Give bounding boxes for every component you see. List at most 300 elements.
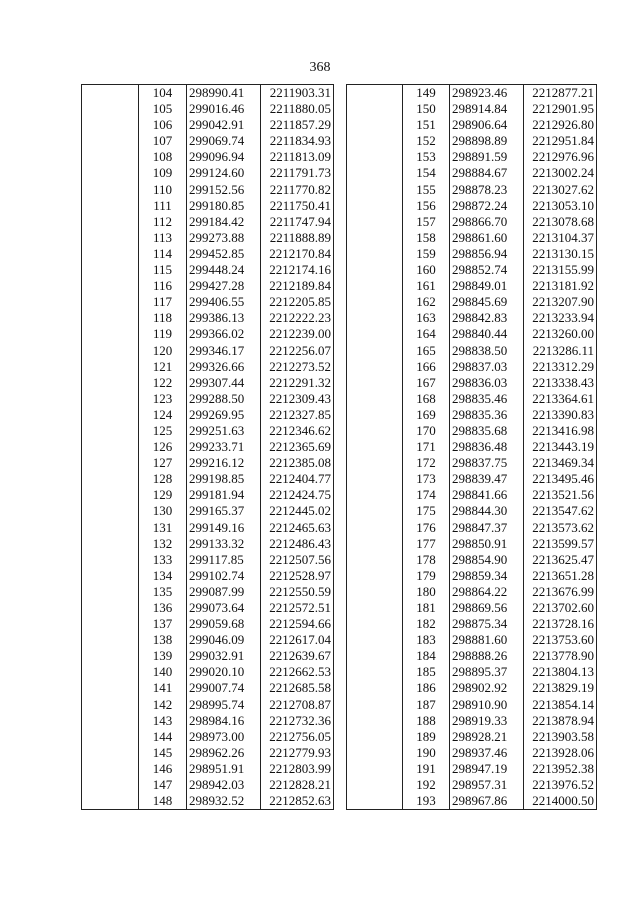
x-coordinate-right: 298854.90: [450, 552, 524, 568]
y-coordinate-right: 2213928.06: [524, 745, 597, 761]
x-coordinate-left: 299042.91: [187, 117, 261, 133]
column-gap: [334, 310, 347, 326]
point-number-right: 180: [403, 584, 450, 600]
y-coordinate-right: 2213390.83: [524, 407, 597, 423]
point-number-right: 184: [403, 648, 450, 664]
blank-cell-right: [347, 568, 403, 584]
y-coordinate-right: 2213778.90: [524, 648, 597, 664]
x-coordinate-left: 299427.28: [187, 278, 261, 294]
y-coordinate-right: 2213364.61: [524, 391, 597, 407]
point-number-left: 140: [139, 664, 187, 680]
point-number-right: 188: [403, 713, 450, 729]
x-coordinate-left: 299007.74: [187, 680, 261, 696]
point-number-right: 178: [403, 552, 450, 568]
point-number-left: 120: [139, 343, 187, 359]
point-number-right: 161: [403, 278, 450, 294]
table-row: [82, 793, 597, 810]
x-coordinate-right: 298881.60: [450, 632, 524, 648]
point-number-right: 156: [403, 198, 450, 214]
blank-cell-right: [347, 648, 403, 664]
column-gap: [334, 182, 347, 198]
column-gap: [334, 262, 347, 278]
blank-cell-right: [347, 310, 403, 326]
table-row: [82, 214, 597, 230]
y-coordinate-right: 2214000.50: [524, 793, 597, 810]
blank-cell-right: [347, 584, 403, 600]
point-number-right: 191: [403, 761, 450, 777]
column-gap: [334, 133, 347, 149]
blank-cell-right: [347, 391, 403, 407]
y-coordinate-left: 2212327.85: [261, 407, 334, 423]
blank-cell-right: [347, 246, 403, 262]
y-coordinate-right: 2213286.11: [524, 343, 597, 359]
column-gap: [334, 230, 347, 246]
point-number-right: 193: [403, 793, 450, 810]
x-coordinate-left: 299452.85: [187, 246, 261, 262]
x-coordinate-right: 298837.03: [450, 359, 524, 375]
blank-cell-left: [82, 246, 139, 262]
column-gap: [334, 407, 347, 423]
point-number-right: 173: [403, 471, 450, 487]
y-coordinate-left: 2212445.02: [261, 503, 334, 519]
point-number-right: 154: [403, 165, 450, 181]
blank-cell-left: [82, 278, 139, 294]
blank-cell-right: [347, 439, 403, 455]
y-coordinate-left: 2212222.23: [261, 310, 334, 326]
blank-cell-left: [82, 117, 139, 133]
table-row: [82, 584, 597, 600]
point-number-right: 158: [403, 230, 450, 246]
blank-cell-left: [82, 568, 139, 584]
table-row: [82, 761, 597, 777]
x-coordinate-left: 299046.09: [187, 632, 261, 648]
point-number-right: 174: [403, 487, 450, 503]
table-row: [82, 697, 597, 713]
point-number-left: 127: [139, 455, 187, 471]
column-gap: [334, 149, 347, 165]
y-coordinate-left: 2211903.31: [261, 85, 334, 102]
blank-cell-right: [347, 326, 403, 342]
y-coordinate-left: 2212550.59: [261, 584, 334, 600]
blank-cell-right: [347, 761, 403, 777]
blank-cell-right: [347, 230, 403, 246]
x-coordinate-right: 298841.66: [450, 487, 524, 503]
x-coordinate-right: 298836.03: [450, 375, 524, 391]
table-row: [82, 664, 597, 680]
point-number-left: 108: [139, 149, 187, 165]
point-number-right: 179: [403, 568, 450, 584]
y-coordinate-left: 2212385.08: [261, 455, 334, 471]
x-coordinate-right: 298842.83: [450, 310, 524, 326]
x-coordinate-left: 299386.13: [187, 310, 261, 326]
point-number-left: 143: [139, 713, 187, 729]
table-row: [82, 616, 597, 632]
point-number-right: 163: [403, 310, 450, 326]
blank-cell-left: [82, 230, 139, 246]
x-coordinate-right: 298837.75: [450, 455, 524, 471]
point-number-right: 190: [403, 745, 450, 761]
column-gap: [334, 648, 347, 664]
column-gap: [334, 391, 347, 407]
y-coordinate-left: 2211857.29: [261, 117, 334, 133]
blank-cell-right: [347, 165, 403, 181]
blank-cell-left: [82, 600, 139, 616]
point-number-right: 171: [403, 439, 450, 455]
point-number-left: 110: [139, 182, 187, 198]
x-coordinate-right: 298864.22: [450, 584, 524, 600]
column-gap: [334, 745, 347, 761]
x-coordinate-right: 298861.60: [450, 230, 524, 246]
point-number-left: 133: [139, 552, 187, 568]
y-coordinate-right: 2213443.19: [524, 439, 597, 455]
table-row: [82, 439, 597, 455]
y-coordinate-right: 2213078.68: [524, 214, 597, 230]
x-coordinate-left: 298951.91: [187, 761, 261, 777]
table-row: [82, 133, 597, 149]
blank-cell-left: [82, 262, 139, 278]
table-row: [82, 85, 597, 102]
blank-cell-right: [347, 600, 403, 616]
y-coordinate-right: 2213625.47: [524, 552, 597, 568]
y-coordinate-left: 2211813.09: [261, 149, 334, 165]
blank-cell-right: [347, 149, 403, 165]
y-coordinate-left: 2211834.93: [261, 133, 334, 149]
y-coordinate-left: 2211791.73: [261, 165, 334, 181]
x-coordinate-right: 298849.01: [450, 278, 524, 294]
y-coordinate-left: 2212170.84: [261, 246, 334, 262]
y-coordinate-left: 2212803.99: [261, 761, 334, 777]
y-coordinate-left: 2212424.75: [261, 487, 334, 503]
x-coordinate-right: 298957.31: [450, 777, 524, 793]
column-gap: [334, 584, 347, 600]
page-number: 368: [309, 60, 331, 75]
x-coordinate-left: 299124.60: [187, 165, 261, 181]
point-number-left: 111: [139, 198, 187, 214]
blank-cell-right: [347, 777, 403, 793]
y-coordinate-right: 2212976.96: [524, 149, 597, 165]
x-coordinate-right: 298839.47: [450, 471, 524, 487]
y-coordinate-left: 2212205.85: [261, 294, 334, 310]
column-gap: [334, 761, 347, 777]
point-number-left: 124: [139, 407, 187, 423]
x-coordinate-right: 298838.50: [450, 343, 524, 359]
column-gap: [334, 680, 347, 696]
blank-cell-right: [347, 520, 403, 536]
x-coordinate-right: 298869.56: [450, 600, 524, 616]
blank-cell-left: [82, 503, 139, 519]
x-coordinate-left: 299020.10: [187, 664, 261, 680]
table-row: [82, 198, 597, 214]
blank-cell-right: [347, 487, 403, 503]
y-coordinate-right: 2213676.99: [524, 584, 597, 600]
column-gap: [334, 664, 347, 680]
point-number-right: 160: [403, 262, 450, 278]
point-number-right: 176: [403, 520, 450, 536]
point-number-left: 148: [139, 793, 187, 810]
blank-cell-left: [82, 101, 139, 117]
x-coordinate-right: 298906.64: [450, 117, 524, 133]
blank-cell-right: [347, 262, 403, 278]
y-coordinate-right: 2213155.99: [524, 262, 597, 278]
x-coordinate-left: 299016.46: [187, 101, 261, 117]
blank-cell-right: [347, 552, 403, 568]
x-coordinate-left: 299073.64: [187, 600, 261, 616]
blank-cell-left: [82, 745, 139, 761]
x-coordinate-left: 299102.74: [187, 568, 261, 584]
blank-cell-left: [82, 584, 139, 600]
point-number-left: 146: [139, 761, 187, 777]
x-coordinate-left: 299346.17: [187, 343, 261, 359]
point-number-right: 162: [403, 294, 450, 310]
y-coordinate-left: 2212662.53: [261, 664, 334, 680]
table-row: [82, 680, 597, 696]
column-gap: [334, 278, 347, 294]
coordinate-table: [81, 84, 597, 810]
y-coordinate-right: 2213207.90: [524, 294, 597, 310]
x-coordinate-left: 299059.68: [187, 616, 261, 632]
blank-cell-right: [347, 133, 403, 149]
blank-cell-right: [347, 359, 403, 375]
y-coordinate-right: 2213027.62: [524, 182, 597, 198]
blank-cell-left: [82, 165, 139, 181]
table-row: [82, 713, 597, 729]
x-coordinate-right: 298947.19: [450, 761, 524, 777]
x-coordinate-left: 299133.32: [187, 536, 261, 552]
x-coordinate-left: 299117.85: [187, 552, 261, 568]
point-number-right: 149: [403, 85, 450, 102]
y-coordinate-right: 2213599.57: [524, 536, 597, 552]
column-gap: [334, 697, 347, 713]
point-number-right: 187: [403, 697, 450, 713]
blank-cell-left: [82, 793, 139, 810]
y-coordinate-left: 2212404.77: [261, 471, 334, 487]
y-coordinate-left: 2212708.87: [261, 697, 334, 713]
y-coordinate-left: 2212174.16: [261, 262, 334, 278]
y-coordinate-right: 2213573.62: [524, 520, 597, 536]
x-coordinate-right: 298845.69: [450, 294, 524, 310]
point-number-left: 118: [139, 310, 187, 326]
table-row: [82, 165, 597, 181]
point-number-left: 137: [139, 616, 187, 632]
y-coordinate-right: 2213312.29: [524, 359, 597, 375]
blank-cell-right: [347, 616, 403, 632]
x-coordinate-right: 298898.89: [450, 133, 524, 149]
point-number-left: 116: [139, 278, 187, 294]
table-row: [82, 471, 597, 487]
y-coordinate-left: 2212685.58: [261, 680, 334, 696]
blank-cell-left: [82, 133, 139, 149]
column-gap: [334, 117, 347, 133]
point-number-right: 182: [403, 616, 450, 632]
x-coordinate-right: 298850.91: [450, 536, 524, 552]
blank-cell-left: [82, 680, 139, 696]
y-coordinate-right: 2213547.62: [524, 503, 597, 519]
y-coordinate-right: 2213338.43: [524, 375, 597, 391]
blank-cell-right: [347, 680, 403, 696]
blank-cell-left: [82, 310, 139, 326]
y-coordinate-right: 2213753.60: [524, 632, 597, 648]
point-number-right: 170: [403, 423, 450, 439]
column-gap: [334, 214, 347, 230]
point-number-left: 119: [139, 326, 187, 342]
x-coordinate-right: 298914.84: [450, 101, 524, 117]
blank-cell-right: [347, 343, 403, 359]
blank-cell-left: [82, 664, 139, 680]
y-coordinate-right: 2213233.94: [524, 310, 597, 326]
y-coordinate-right: 2213878.94: [524, 713, 597, 729]
y-coordinate-right: 2213854.14: [524, 697, 597, 713]
column-gap: [334, 375, 347, 391]
table-row: [82, 600, 597, 616]
blank-cell-left: [82, 713, 139, 729]
point-number-left: 109: [139, 165, 187, 181]
point-number-left: 142: [139, 697, 187, 713]
point-number-left: 135: [139, 584, 187, 600]
y-coordinate-left: 2212239.00: [261, 326, 334, 342]
x-coordinate-right: 298852.74: [450, 262, 524, 278]
point-number-right: 172: [403, 455, 450, 471]
x-coordinate-left: 299288.50: [187, 391, 261, 407]
column-gap: [334, 503, 347, 519]
point-number-right: 159: [403, 246, 450, 262]
point-number-left: 117: [139, 294, 187, 310]
table-row: [82, 455, 597, 471]
column-gap: [334, 439, 347, 455]
blank-cell-right: [347, 713, 403, 729]
column-gap: [334, 326, 347, 342]
y-coordinate-right: 2213651.28: [524, 568, 597, 584]
y-coordinate-left: 2212756.05: [261, 729, 334, 745]
blank-cell-right: [347, 423, 403, 439]
x-coordinate-right: 298937.46: [450, 745, 524, 761]
column-gap: [334, 713, 347, 729]
y-coordinate-right: 2213702.60: [524, 600, 597, 616]
column-gap: [334, 246, 347, 262]
blank-cell-left: [82, 214, 139, 230]
x-coordinate-right: 298835.46: [450, 391, 524, 407]
x-coordinate-left: 299184.42: [187, 214, 261, 230]
blank-cell-right: [347, 697, 403, 713]
point-number-left: 121: [139, 359, 187, 375]
point-number-left: 126: [139, 439, 187, 455]
blank-cell-left: [82, 777, 139, 793]
blank-cell-left: [82, 729, 139, 745]
x-coordinate-left: 298984.16: [187, 713, 261, 729]
x-coordinate-right: 298866.70: [450, 214, 524, 230]
x-coordinate-left: 299269.95: [187, 407, 261, 423]
table-row: [82, 182, 597, 198]
point-number-left: 104: [139, 85, 187, 102]
y-coordinate-right: 2212877.21: [524, 85, 597, 102]
point-number-left: 113: [139, 230, 187, 246]
column-gap: [334, 165, 347, 181]
point-number-left: 130: [139, 503, 187, 519]
blank-cell-left: [82, 85, 139, 102]
x-coordinate-right: 298910.90: [450, 697, 524, 713]
x-coordinate-right: 298878.23: [450, 182, 524, 198]
y-coordinate-right: 2213002.24: [524, 165, 597, 181]
column-gap: [334, 487, 347, 503]
point-number-right: 192: [403, 777, 450, 793]
column-gap: [334, 85, 347, 102]
table-row: [82, 310, 597, 326]
y-coordinate-left: 2212828.21: [261, 777, 334, 793]
blank-cell-right: [347, 503, 403, 519]
table-row: [82, 343, 597, 359]
table-row: [82, 101, 597, 117]
y-coordinate-left: 2212572.51: [261, 600, 334, 616]
table-row: [82, 149, 597, 165]
x-coordinate-right: 298872.24: [450, 198, 524, 214]
blank-cell-right: [347, 294, 403, 310]
table-row: [82, 407, 597, 423]
table-row: [82, 391, 597, 407]
x-coordinate-right: 298967.86: [450, 793, 524, 810]
column-gap: [334, 101, 347, 117]
column-gap: [334, 294, 347, 310]
y-coordinate-left: 2212346.62: [261, 423, 334, 439]
x-coordinate-left: 299448.24: [187, 262, 261, 278]
x-coordinate-left: 299251.63: [187, 423, 261, 439]
x-coordinate-right: 298891.59: [450, 149, 524, 165]
x-coordinate-right: 298895.37: [450, 664, 524, 680]
x-coordinate-right: 298923.46: [450, 85, 524, 102]
blank-cell-right: [347, 117, 403, 133]
table-row: [82, 487, 597, 503]
table-row: [82, 552, 597, 568]
blank-cell-left: [82, 391, 139, 407]
column-gap: [334, 198, 347, 214]
point-number-right: 167: [403, 375, 450, 391]
x-coordinate-left: 299181.94: [187, 487, 261, 503]
y-coordinate-right: 2213053.10: [524, 198, 597, 214]
column-gap: [334, 455, 347, 471]
blank-cell-right: [347, 375, 403, 391]
table-row: [82, 375, 597, 391]
y-coordinate-left: 2212528.97: [261, 568, 334, 584]
point-number-right: 153: [403, 149, 450, 165]
blank-cell-left: [82, 407, 139, 423]
x-coordinate-left: 299366.02: [187, 326, 261, 342]
point-number-left: 141: [139, 680, 187, 696]
y-coordinate-left: 2212291.32: [261, 375, 334, 391]
y-coordinate-right: 2212926.80: [524, 117, 597, 133]
table-row: [82, 520, 597, 536]
y-coordinate-left: 2212273.52: [261, 359, 334, 375]
y-coordinate-left: 2212639.67: [261, 648, 334, 664]
point-number-left: 147: [139, 777, 187, 793]
x-coordinate-left: 299273.88: [187, 230, 261, 246]
x-coordinate-right: 298919.33: [450, 713, 524, 729]
x-coordinate-left: 299180.85: [187, 198, 261, 214]
x-coordinate-left: 299096.94: [187, 149, 261, 165]
blank-cell-right: [347, 182, 403, 198]
x-coordinate-right: 298835.36: [450, 407, 524, 423]
x-coordinate-left: 299233.71: [187, 439, 261, 455]
blank-cell-left: [82, 648, 139, 664]
point-number-right: 165: [403, 343, 450, 359]
table-row: [82, 294, 597, 310]
point-number-right: 152: [403, 133, 450, 149]
y-coordinate-right: 2213495.46: [524, 471, 597, 487]
point-number-left: 134: [139, 568, 187, 584]
blank-cell-left: [82, 487, 139, 503]
point-number-left: 136: [139, 600, 187, 616]
column-gap: [334, 616, 347, 632]
point-number-right: 177: [403, 536, 450, 552]
y-coordinate-left: 2211747.94: [261, 214, 334, 230]
point-number-right: 175: [403, 503, 450, 519]
